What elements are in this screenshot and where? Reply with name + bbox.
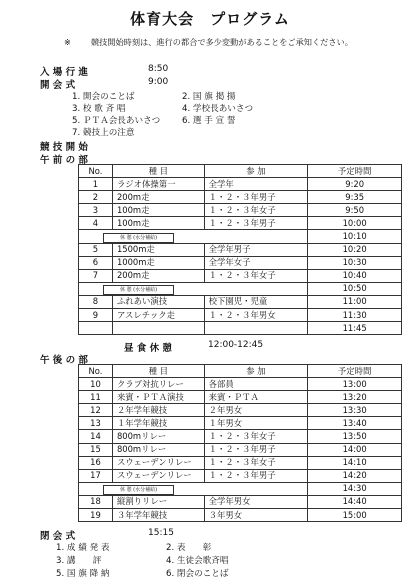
morning-table — [78, 164, 402, 335]
row-event: スウェーデンリレー — [112, 456, 204, 469]
table-row — [79, 456, 402, 469]
row-time: 13:00 — [308, 378, 402, 391]
table-row — [79, 256, 402, 269]
table-row — [79, 178, 402, 191]
row-no: 19 — [79, 509, 113, 522]
row-event: 800mリレー — [112, 443, 204, 456]
row-event: 1000m走 — [112, 256, 204, 269]
table-row — [79, 269, 402, 282]
row-time: 15:00 — [308, 509, 402, 522]
col-participants-header: 参 加 — [204, 165, 308, 178]
note-mark: ※ — [64, 37, 71, 47]
table-row — [79, 322, 402, 335]
col-time-header: 予定時間 — [308, 365, 402, 378]
row-time: 11:00 — [308, 295, 402, 308]
opening-item: 7. 競技上の注意 — [72, 128, 135, 138]
break-row — [79, 282, 402, 295]
table-row — [79, 378, 402, 391]
row-time: 13:40 — [308, 417, 402, 430]
row-no: 13 — [79, 417, 113, 430]
break-time: 10:50 — [308, 282, 402, 295]
table-row — [79, 495, 402, 508]
row-no: 17 — [79, 469, 113, 482]
row-time: 10:40 — [308, 269, 402, 282]
row-participants: １・２・３年女子 — [204, 430, 308, 443]
row-participants: 全学年 — [204, 178, 308, 191]
row-no: 12 — [79, 404, 113, 417]
col-participants-header: 参 加 — [204, 365, 308, 378]
closing-item: 3. 講 評 — [56, 556, 102, 566]
break-row — [79, 482, 402, 495]
break-time: 14:30 — [308, 482, 402, 495]
row-event: ３年学年競技 — [112, 509, 204, 522]
table-row — [79, 217, 402, 230]
row-participants: １・２・３年男子 — [204, 443, 308, 456]
row-participants: １・２・３年女子 — [204, 204, 308, 217]
lunch-time: 12:00-12:45 — [208, 340, 264, 350]
row-time: 13:20 — [308, 391, 402, 404]
row-event: 100m走 — [112, 204, 204, 217]
table-row — [79, 191, 402, 204]
table-row — [79, 243, 402, 256]
row-participants: １・２・３年男子 — [204, 217, 308, 230]
row-time: 14:00 — [308, 443, 402, 456]
table-row — [79, 295, 402, 308]
lunch-label: 昼 食 休 憩 — [124, 343, 172, 354]
row-event: ふれあい演技 — [112, 295, 204, 308]
row-no: 9 — [79, 309, 113, 322]
col-no-header: No. — [79, 165, 113, 178]
row-event: ラジオ体操第一 — [112, 178, 204, 191]
morning-label: 午 前 の 部 — [40, 155, 88, 166]
timing-note — [64, 37, 353, 48]
row-participants: １・２・３年女子 — [204, 456, 308, 469]
row-participants: 来賓・ＰＴＡ — [204, 391, 308, 404]
row-participants: ２年男女 — [204, 404, 308, 417]
col-event-header: 種 目 — [112, 365, 204, 378]
row-participants: 全学年女子 — [204, 256, 308, 269]
row-time: 13:30 — [308, 404, 402, 417]
row-participants: 全学年男子 — [204, 243, 308, 256]
row-time: 10:00 — [308, 217, 402, 230]
break-row — [79, 230, 402, 243]
opening-item: 3. 校 歌 斉 唱 — [72, 104, 126, 114]
closing-item: 5. 国 旗 降 納 — [56, 569, 110, 579]
row-no: 18 — [79, 495, 113, 508]
table-row — [79, 417, 402, 430]
row-no: 8 — [79, 295, 113, 308]
row-participants: １・２・３年女子 — [204, 269, 308, 282]
table-row — [79, 469, 402, 482]
row-participants: 校下園児・児童 — [204, 295, 308, 308]
entrance-time: 8:50 — [148, 64, 169, 74]
afternoon-table — [78, 364, 402, 522]
row-event: 100m走 — [112, 217, 204, 230]
table-row — [79, 391, 402, 404]
closing-item: 2. 表 彰 — [166, 543, 212, 553]
row-no: 5 — [79, 243, 113, 256]
row-no: 4 — [79, 217, 113, 230]
end-time: 11:45 — [308, 322, 402, 335]
table-row — [79, 509, 402, 522]
break-label: 休 憩 (水分補給) — [103, 485, 174, 495]
row-time: 13:50 — [308, 430, 402, 443]
row-participants: 各部員 — [204, 378, 308, 391]
opening-item: 2. 国 旗 掲 揚 — [182, 92, 236, 102]
opening-item: 5. ＰＴＡ会長あいさつ — [72, 116, 161, 126]
row-event: クラブ対抗リレー — [112, 378, 204, 391]
start-label: 競 技 開 始 — [40, 142, 88, 153]
row-event: 200m走 — [112, 191, 204, 204]
row-time: 10:20 — [308, 243, 402, 256]
table-row — [79, 309, 402, 322]
row-event: 縦割りリレー — [112, 495, 204, 508]
col-no-header: No. — [79, 365, 113, 378]
row-no: 11 — [79, 391, 113, 404]
row-no: 3 — [79, 204, 113, 217]
row-time: 14:20 — [308, 469, 402, 482]
row-participants: １年男女 — [204, 417, 308, 430]
row-event: １年学年競技 — [112, 417, 204, 430]
row-participants: ３年男女 — [204, 509, 308, 522]
row-no: 10 — [79, 378, 113, 391]
closing-item: 4. 生徒会歌斉唱 — [166, 556, 229, 566]
closing-time: 15:15 — [148, 528, 174, 538]
opening-item: 6. 選 手 宣 誓 — [182, 116, 236, 126]
row-event: スウェーデンリレー — [112, 469, 204, 482]
table-row — [79, 430, 402, 443]
col-event-header: 種 目 — [112, 165, 204, 178]
table-row — [79, 204, 402, 217]
row-time: 9:50 — [308, 204, 402, 217]
row-no: 1 — [79, 178, 113, 191]
row-no: 6 — [79, 256, 113, 269]
row-event: 来賓・ＰＴＡ演技 — [112, 391, 204, 404]
row-participants: 全学年男女 — [204, 495, 308, 508]
row-event: ２年学年競技 — [112, 404, 204, 417]
row-time: 11:30 — [308, 309, 402, 322]
closing-item: 6. 閉会のことば — [166, 569, 229, 579]
col-time-header: 予定時間 — [308, 165, 402, 178]
closing-item: 1. 成 績 発 表 — [56, 543, 110, 553]
row-no: 2 — [79, 191, 113, 204]
row-no: 15 — [79, 443, 113, 456]
opening-label: 開 会 式 — [40, 80, 76, 91]
break-time: 10:10 — [308, 230, 402, 243]
row-time: 14:10 — [308, 456, 402, 469]
row-no: 16 — [79, 456, 113, 469]
row-event: アスレチック走 — [112, 309, 204, 322]
break-label: 休 憩 (水分補給) — [103, 285, 174, 295]
row-time: 9:20 — [308, 178, 402, 191]
note-text: 競技開始時刻は、進行の都合で多少変動があることをご承知ください。 — [90, 37, 353, 47]
afternoon-label: 午 後 の 部 — [40, 355, 88, 366]
row-participants: １・２・３年男子 — [204, 191, 308, 204]
row-no: 14 — [79, 430, 113, 443]
opening-time: 9:00 — [148, 77, 169, 87]
row-time: 10:30 — [308, 256, 402, 269]
table-row — [79, 404, 402, 417]
page-title: 体育大会 プログラム — [130, 10, 290, 28]
row-time: 14:40 — [308, 495, 402, 508]
row-participants: １・２・３年男子 — [204, 469, 308, 482]
row-event: 200m走 — [112, 269, 204, 282]
closing-label: 閉 会 式 — [40, 531, 76, 542]
opening-item: 4. 学校長あいさつ — [182, 104, 254, 114]
row-participants: １・２・３年男女 — [204, 309, 308, 322]
opening-item: 1. 開会のことば — [72, 92, 135, 102]
row-event: 1500m走 — [112, 243, 204, 256]
row-time: 9:35 — [308, 191, 402, 204]
table-row — [79, 443, 402, 456]
entrance-label: 入 場 行 進 — [40, 67, 88, 78]
row-event: 800mリレー — [112, 430, 204, 443]
break-label: 休 憩 (水分補給) — [103, 233, 174, 243]
row-no: 7 — [79, 269, 113, 282]
